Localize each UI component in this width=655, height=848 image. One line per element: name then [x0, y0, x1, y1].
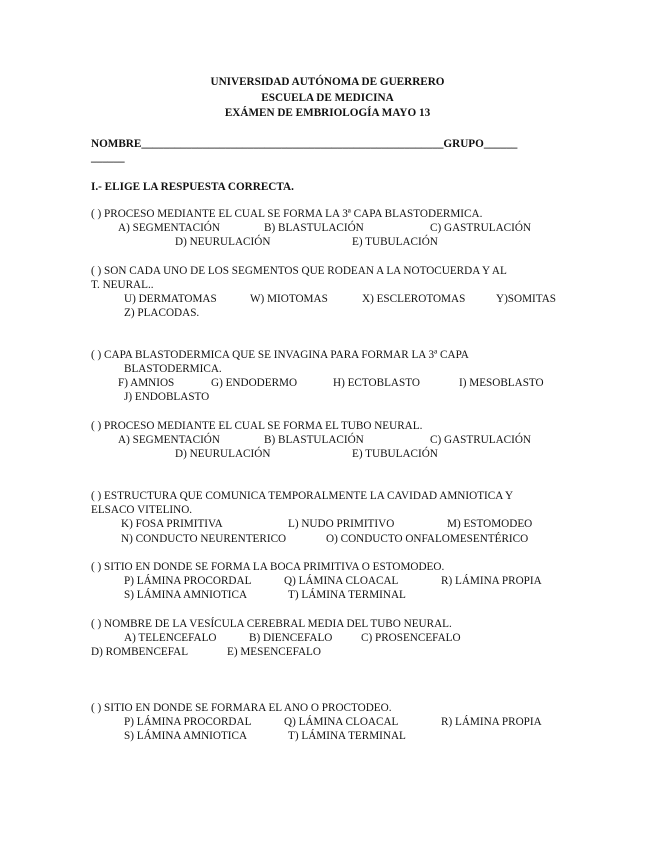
- answer-option: P) LÁMINA PROCORDAL: [124, 716, 252, 728]
- answer-option: R) LÁMINA PROPIA: [441, 716, 542, 728]
- answer-option: H) ECTOBLASTO: [333, 377, 420, 389]
- question-prompt: ( ) SITIO EN DONDE SE FORMA LA BOCA PRIMITIVA O ESTOMODEO.: [91, 561, 445, 573]
- answer-option: F) AMNIOS: [118, 377, 175, 389]
- answer-option: A) TELENCEFALO: [124, 632, 217, 644]
- question-prompt: ( ) SITIO EN DONDE SE FORMARA EL ANO O PROCTODEO.: [91, 702, 392, 714]
- answer-option: E) MESENCEFALO: [227, 646, 321, 658]
- exam-title: EXÁMEN DE EMBRIOLOGÍA MAYO 13: [224, 107, 431, 119]
- answer-option: P) LÁMINA PROCORDAL: [124, 575, 252, 587]
- question-prompt: ( ) PROCESO MEDIANTE EL CUAL SE FORMA LA 3ª CAPA BLASTODERMICA.: [91, 208, 483, 220]
- answer-option: N) CONDUCTO NEURENTERICO: [121, 533, 287, 545]
- group-field[interactable]: ______: [483, 138, 518, 150]
- name-label: NOMBRE: [91, 138, 142, 150]
- answer-option: A) SEGMENTACIÓN: [118, 222, 220, 234]
- answer-option: K) FOSA PRIMITIVA: [121, 518, 223, 530]
- answer-option: B) BLASTULACIÓN: [264, 434, 364, 446]
- name-field[interactable]: ______________________________________________________: [141, 138, 444, 150]
- question-prompt: ( ) CAPA BLASTODERMICA QUE SE INVAGINA PARA FORMAR LA 3ª CAPA: [91, 349, 469, 361]
- answer-option: S) LÁMINA AMNIOTICA: [124, 589, 248, 601]
- answer-option: A) SEGMENTACIÓN: [118, 434, 220, 446]
- answer-option: O) CONDUCTO ONFALOMESENTÉRICO: [326, 533, 529, 545]
- question-prompt: ( ) PROCESO MEDIANTE EL CUAL SE FORMA EL TUBO NEURAL.: [91, 420, 423, 432]
- group-field-continuation: ______: [91, 152, 125, 164]
- answer-option: D) NEURULACIÓN: [175, 236, 271, 248]
- student-info-line: [91, 138, 517, 151]
- school-title: ESCUELA DE MEDICINA: [261, 92, 394, 104]
- question-prompt-continuation: ELSACO VITELINO.: [91, 504, 193, 516]
- answer-option: Z) PLACODAS.: [124, 307, 200, 319]
- answer-option: C) PROSENCEFALO: [361, 632, 461, 644]
- answer-option: J) ENDOBLASTO: [124, 391, 210, 403]
- question-prompt: ( ) ESTRUCTURA QUE COMUNICA TEMPORALMENTE LA CAVIDAD AMNIOTICA Y: [91, 490, 514, 502]
- answer-option: G) ENDODERMO: [211, 377, 298, 389]
- group-label: GRUPO: [443, 138, 484, 150]
- answer-option: B) BLASTULACIÓN: [264, 222, 364, 234]
- university-title: UNIVERSIDAD AUTÓNOMA DE GUERRERO: [210, 76, 445, 88]
- answer-option: W) MIOTOMAS: [250, 293, 328, 305]
- answer-option: C) GASTRULACIÓN: [430, 222, 531, 234]
- answer-option: D) ROMBENCEFAL: [91, 646, 189, 658]
- answer-option: X) ESCLEROTOMAS: [362, 293, 466, 305]
- answer-option: T) LÁMINA TERMINAL: [288, 730, 406, 742]
- answer-option: T) LÁMINA TERMINAL: [288, 589, 406, 601]
- answer-option: M) ESTOMODEO: [447, 518, 533, 530]
- answer-option: L) NUDO PRIMITIVO: [288, 518, 395, 530]
- answer-option: Y)SOMITAS: [496, 293, 557, 305]
- question-prompt: ( ) NOMBRE DE LA VESÍCULA CEREBRAL MEDIA DEL TUBO NEURAL.: [91, 618, 452, 630]
- answer-option: Q) LÁMINA CLOACAL: [284, 716, 399, 728]
- answer-option: E) TUBULACIÓN: [352, 448, 438, 460]
- answer-option: D) NEURULACIÓN: [175, 448, 271, 460]
- question-prompt: ( ) SON CADA UNO DE LOS SEGMENTOS QUE RODEAN A LA NOTOCUERDA Y AL: [91, 265, 507, 277]
- answer-option: Q) LÁMINA CLOACAL: [284, 575, 399, 587]
- answer-option: S) LÁMINA AMNIOTICA: [124, 730, 248, 742]
- answer-option: R) LÁMINA PROPIA: [441, 575, 542, 587]
- answer-option: I) MESOBLASTO: [459, 377, 544, 389]
- question-prompt-continuation: T. NEURAL..: [91, 279, 154, 291]
- answer-option: U) DERMATOMAS: [124, 293, 217, 305]
- answer-option: E) TUBULACIÓN: [352, 236, 438, 248]
- section-title: I.- ELIGE LA RESPUESTA CORRECTA.: [91, 181, 294, 193]
- question-prompt-continuation: BLASTODERMICA.: [124, 363, 222, 375]
- answer-option: C) GASTRULACIÓN: [430, 434, 531, 446]
- answer-option: B) DIENCEFALO: [249, 632, 333, 644]
